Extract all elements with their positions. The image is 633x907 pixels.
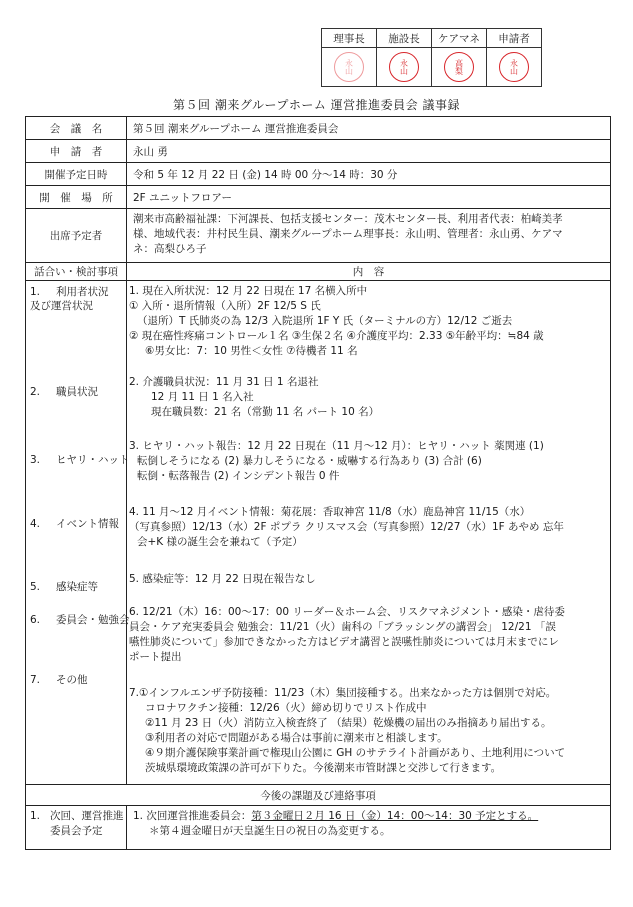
seal-applicant: 永山 (499, 52, 529, 82)
content-2: 2. 介護職員状況：11 月 31 日 1 名退社 12 月 11 日 1 名入社 現在職員数：21 名（常勤 11 名 パート 10 名） (129, 376, 380, 418)
category-4: 4. イベント情報 (30, 518, 119, 530)
category-3: 3. ヒヤリ・ハット (30, 454, 130, 466)
stamp-header-caremanager: ケアマネ (432, 29, 487, 48)
content-1: 1. 現在入所状況：12 月 22 日現在 17 名横入所中 ① 入所・退所情報（入所）2F 12/5 S 氏 （退所）T 氏肺炎の為 12/3 入院退所 1F Y 氏（ターミナルの方）12/12 ご逝去 ② 現在癌性疼痛コントロール１名 ③生保２名 ④介護度平均：2.33 ⑤年齢平均：≒84 歳 ⑥男女比：7：10 男性＜女性 ⑦待機者 11 名 (129, 285, 544, 357)
stamp-header-director: 施設長 (377, 29, 432, 48)
content-5: 5. 感染症等：12 月 22 日現在報告なし (129, 573, 316, 585)
category-5: 5. 感染症等 (30, 581, 98, 593)
seal-director: 永山 (389, 52, 419, 82)
applicant-value: 永山 勇 (127, 140, 611, 163)
applicant-label: 申 請 者 (26, 140, 127, 163)
attendees-line: 様、地域代表：井村民生員、潮来グループホーム理事長：永山明、管理者：永山勇、ケアマ (133, 228, 563, 240)
meeting-name-label: 会 議 名 (26, 117, 127, 140)
next-meeting-date: 第３金曜日２月 16 日（金）14：00～14：30 予定とする。 (251, 810, 539, 822)
attendees-line: ネ：高梨ひろ子 (133, 243, 207, 255)
meeting-name-value: 第５回 潮来グループホーム 運営推進委員会 (127, 117, 611, 140)
discussion-header-left: 話合い・検討事項 (26, 263, 127, 281)
category-2: 2. 職員状況 (30, 386, 98, 398)
content-6: 6. 12/21（木）16：00～17：00 リーダー＆ホーム会、リスクマネジメント・感染・虐待委 員会・ケア充実委員会 勉強会：11/21（火）歯科の「ブラッシングの講習会」 12/21 「誤 嚥性肺炎について」参加できなかった方はビデオ講習と誤嚥性肺炎については月末までにレ ポート提出 (129, 606, 565, 663)
category-6: 6. 委員会・勉強会 (30, 614, 130, 626)
attendees-label: 出席予定者 (26, 209, 127, 263)
discussion-body (26, 281, 611, 785)
content-3: 3. ヒヤリ・ハット報告：12 月 22 日現在（11 月～12 月）：ヒヤリ・ハット 薬関連 (1) 転倒しそうになる (2) 暴力しそうになる・威嚇する行為あり (3) 合計 (6) 転倒・転落報告 (2) インシデント報告 0 件 (129, 440, 544, 482)
seal-caremanager: 高梨 (444, 52, 474, 82)
attendees-value (127, 209, 611, 263)
column-divider (126, 281, 127, 784)
approval-stamp-table (321, 28, 542, 87)
content-7: 7.①インフルエンザ予防接種：11/23（木）集団接種する。出来なかった方は個別で対応。 コロナワクチン接種：12/26（火）締め切りでリスト作成中 ②11 月 23 日（火）消防立入検査終了 （結果）乾燥機の届出のみ指摘あり届出する。 ③利用者の対応で問題がある場合は事前に潮来市と相談します。 ④９期介護保険事業計画で権現山公園に GH のサテライト計画があり、土地利用について 茨城県環境政策課の許可が下りた。今後潮来市管財課と交渉して行きます。 (129, 687, 566, 774)
content-4: 4. 11 月～12 月イベント情報：菊花展：香取神宮 11/8（水）鹿島神宮 11/15（水） （写真参照）12/13（水）2F ポプラ クリスマス会（写真参照）12/27（水）1F あやめ 忘年 会+K 様の誕生会を兼ねて（予定） (129, 506, 564, 548)
future-header: 今後の課題及び連絡事項 (26, 785, 611, 806)
place-label: 開 催 場 所 (26, 186, 127, 209)
category-7: 7. その他 (30, 674, 88, 686)
date-value: 令和 5 年 12 月 22 日 (金) 14 時 00 分～14 時：30 分 (127, 163, 611, 186)
minutes-table (25, 116, 611, 850)
stamp-header-chairman: 理事長 (322, 29, 377, 48)
document-title: 第５回 潮来グループホーム 運営推進委員会 議事録 (173, 98, 460, 112)
category-1: 1. 利用者状況 及び運営状況 (30, 286, 109, 312)
place-value: 2F ユニットフロアー (127, 186, 611, 209)
seal-chairman: 永山 (334, 52, 364, 82)
stamp-header-applicant: 申請者 (487, 29, 542, 48)
date-label: 開催予定日時 (26, 163, 127, 186)
future-category: 1. 次回、運営推進 委員会予定 (26, 806, 127, 850)
attendees-line: 潮来市高齢福祉課：下河課長、包括支援センター：茂木センター長、利用者代表：柏崎美孝 (133, 213, 563, 225)
future-content: 1. 次回運営推進委員会：第３金曜日２月 16 日（金）14：00～14：30 予定とする。 ＊第４週金曜日が天皇誕生日の祝日の為変更する。 (127, 806, 611, 850)
discussion-header-right: 内 容 (127, 263, 611, 281)
